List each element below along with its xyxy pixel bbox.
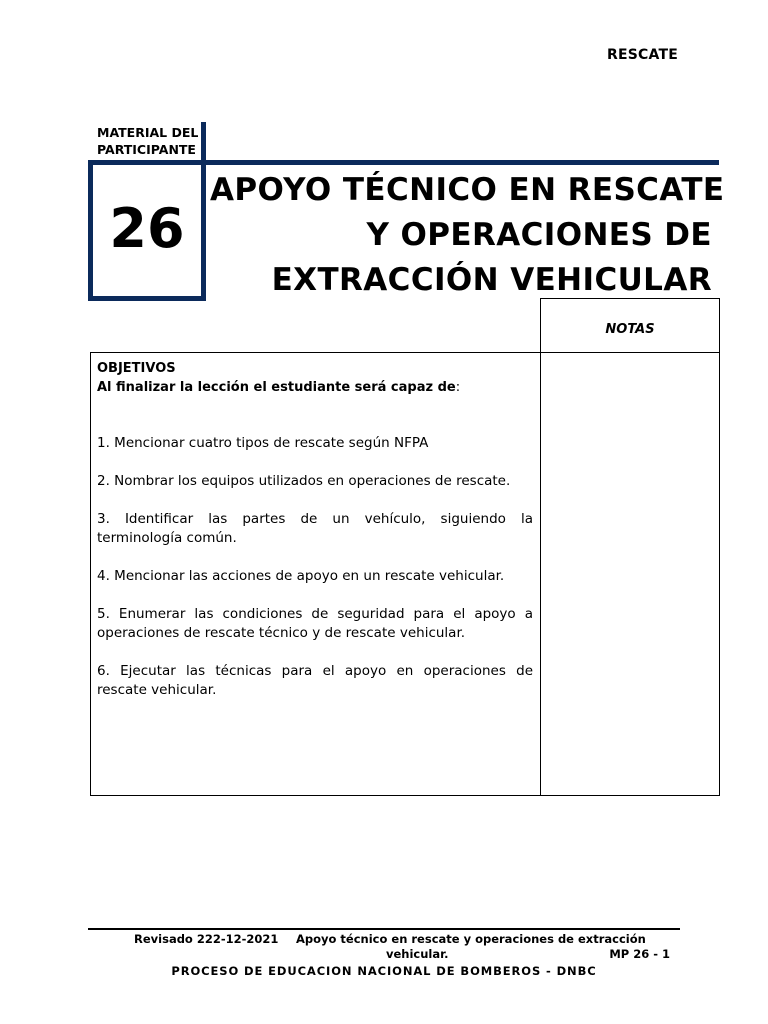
lesson-title-line: Y OPERACIONES DE: [366, 217, 712, 253]
lesson-number: 26: [109, 197, 185, 260]
column-divider: [540, 353, 541, 795]
footer-rule: [88, 928, 680, 930]
lesson-title-line: EXTRACCIÓN VEHICULAR: [271, 262, 712, 298]
objective-item: 1. Mencionar cuatro tipos de rescate según NFPA: [97, 435, 429, 451]
objectives-intro: [97, 378, 533, 397]
objective-item: 6. Ejecutar las técnicas para el apoyo en operaciones de rescate vehicular.: [97, 663, 533, 698]
lesson-title: [210, 168, 725, 303]
material-label-line1: MATERIAL DEL: [97, 125, 199, 140]
objectives-intro-colon: :: [455, 380, 461, 395]
footer-organization: PROCESO DE EDUCACION NACIONAL DE BOMBEROS - DNBC: [171, 964, 597, 978]
footer-page-number: MP 26 - 1: [609, 947, 670, 961]
material-label-line2: PARTICIPANTE: [97, 142, 196, 157]
lesson-number-box: [88, 160, 206, 301]
objective-item: 2. Nombrar los equipos utilizados en operaciones de rescate.: [97, 473, 511, 489]
objectives-cell: [97, 359, 533, 719]
footer-document-title-line1: Apoyo técnico en rescate y operaciones de extracción: [296, 932, 646, 946]
material-label: [97, 124, 205, 158]
objectives-list: [97, 434, 533, 700]
lesson-title-line: APOYO TÉCNICO EN RESCATE: [210, 172, 725, 208]
objective-item: 4. Mencionar las acciones de apoyo en un rescate vehicular.: [97, 568, 505, 584]
section-header: RESCATE: [607, 47, 678, 63]
notes-label: NOTAS: [605, 322, 655, 337]
objective-item: 3. Identificar las partes de un vehículo, siguiendo la terminología común.: [97, 511, 533, 546]
notes-header-cell: [540, 298, 720, 353]
objectives-title: OBJETIVOS: [97, 361, 176, 376]
objective-item: 5. Enumerar las condiciones de seguridad para el apoyo a operaciones de rescate técnico y de rescate vehicular.: [97, 606, 533, 641]
footer-document-title-line2: vehicular.: [386, 947, 449, 961]
footer-revision: Revisado 222-12-2021: [134, 932, 279, 946]
objectives-intro-text: Al finalizar la lección el estudiante será capaz de: [97, 380, 456, 395]
objectives-table: [90, 352, 720, 796]
